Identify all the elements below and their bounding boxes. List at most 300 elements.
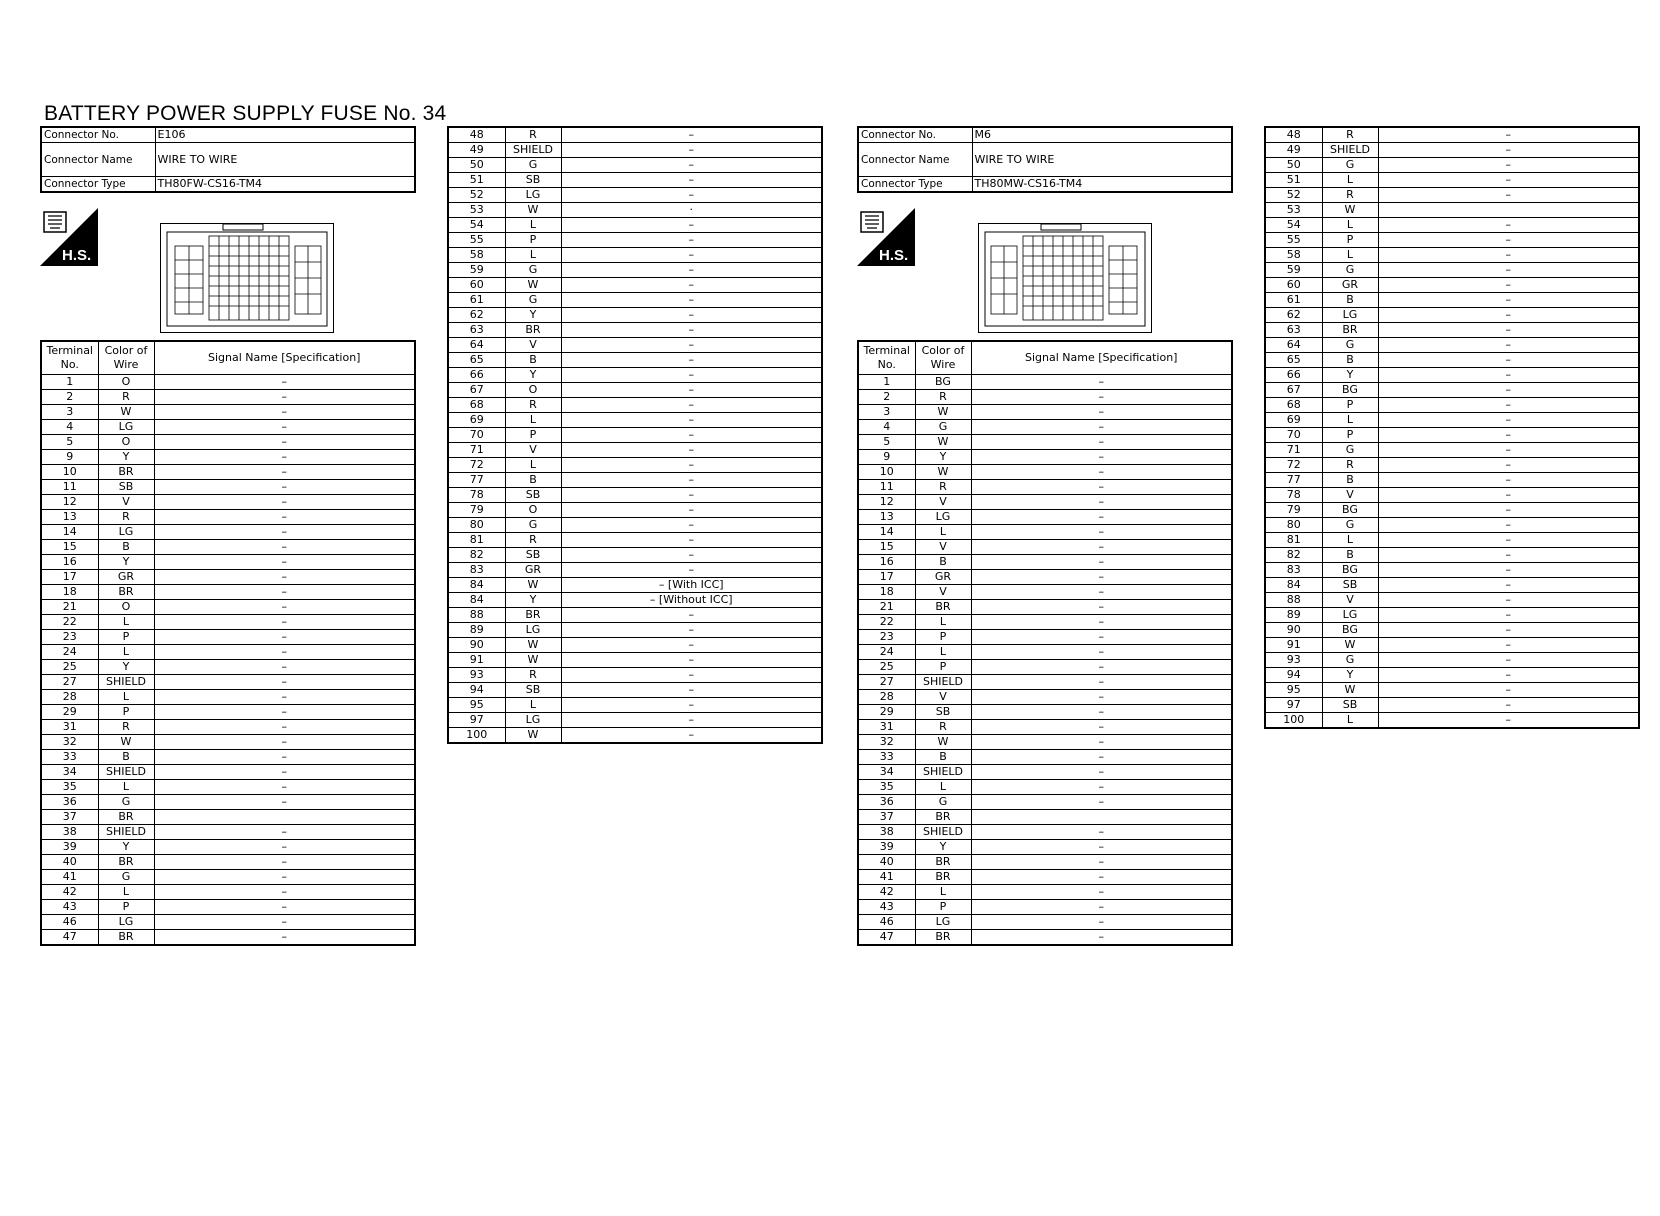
signal-name-cell: – [971,855,1232,870]
terminal-no-cell: 79 [448,503,505,518]
table-row [41,540,415,555]
table-row [41,405,415,420]
signal-name-cell: – [971,885,1232,900]
wire-color-cell: L [505,458,561,473]
terminal-no-cell: 42 [41,885,98,900]
terminal-no-cell: 38 [41,825,98,840]
table-row [448,683,822,698]
signal-name-cell: – [561,308,822,323]
terminal-no-cell: 91 [1265,638,1322,653]
signal-name-cell: – [154,585,415,600]
table-row [1265,488,1639,503]
table-row [858,465,1232,480]
table-row [448,338,822,353]
connector-name-label: Connector Name [858,143,972,177]
table-row [1265,383,1639,398]
wire-color-cell: R [505,668,561,683]
signal-name-cell: – [971,735,1232,750]
signal-name-cell: – [1378,548,1639,563]
terminal-no-cell: 48 [448,127,505,143]
table-row [858,840,1232,855]
wire-color-cell: L [915,780,971,795]
terminal-no-cell: 10 [858,465,915,480]
signal-name-cell: – [1378,563,1639,578]
table-row [41,645,415,660]
terminal-no-cell: 72 [448,458,505,473]
terminal-no-cell: 67 [448,383,505,398]
table-row [1265,173,1639,188]
terminal-no-cell: 4 [41,420,98,435]
terminal-no-cell: 60 [1265,278,1322,293]
color-of-wire-header: Color of Wire [98,341,154,375]
table-row [448,188,822,203]
wire-color-cell: R [98,390,154,405]
table-row [41,510,415,525]
table-row [41,495,415,510]
signal-name-cell: – [561,233,822,248]
terminal-no-cell: 43 [858,900,915,915]
terminal-no-cell: 46 [41,915,98,930]
terminal-no-cell: 81 [1265,533,1322,548]
terminal-no-cell: 93 [448,668,505,683]
terminal-no-cell: 49 [448,143,505,158]
connector-name-value: WIRE TO WIRE [155,143,415,177]
wire-color-cell: SB [98,480,154,495]
terminal-no-cell: 9 [41,450,98,465]
signal-name-cell: – [561,398,822,413]
terminal-no-cell: 27 [858,675,915,690]
signal-name-cell: – [154,675,415,690]
table-row [448,458,822,473]
signal-name-cell: – [1378,308,1639,323]
terminal-no-cell: 36 [858,795,915,810]
terminal-no-cell: 46 [858,915,915,930]
table-row [1265,338,1639,353]
terminal-no-cell: 80 [448,518,505,533]
terminal-no-cell: 94 [1265,668,1322,683]
signal-name-cell: – [1378,713,1639,729]
signal-name-cell [154,810,415,825]
signal-name-cell: – [971,705,1232,720]
wire-color-cell: SHIELD [98,765,154,780]
signal-name-cell: – [971,435,1232,450]
connector-type-label: Connector Type [41,177,155,193]
signal-name-cell: – [1378,518,1639,533]
terminal-no-cell: 83 [448,563,505,578]
table-row [1265,458,1639,473]
table-row [41,465,415,480]
signal-name-cell [1378,203,1639,218]
table-row [858,450,1232,465]
signal-name-cell: – [971,930,1232,946]
wire-color-cell: SB [505,548,561,563]
hs-badge-label: H.S. [879,247,909,264]
terminal-no-cell: 23 [858,630,915,645]
connector-no-label: Connector No. [41,127,155,143]
table-row [1265,278,1639,293]
terminal-no-cell: 10 [41,465,98,480]
table-row [858,675,1232,690]
terminal-no-cell: 69 [448,413,505,428]
signal-name-cell: – [971,480,1232,495]
wire-color-cell: P [1322,233,1378,248]
wire-color-cell: B [98,750,154,765]
signal-name-cell: – [154,795,415,810]
terminal-no-cell: 31 [41,720,98,735]
connector-no-value: M6 [972,127,1232,143]
wire-color-cell: W [915,735,971,750]
wire-color-cell: W [1322,683,1378,698]
signal-name-cell: – [154,600,415,615]
wire-color-cell: W [1322,203,1378,218]
table-row [1265,413,1639,428]
wire-color-cell: G [98,870,154,885]
hs-badge-label: H.S. [62,247,92,264]
signal-name-cell: – [971,795,1232,810]
harness-side-icon [857,208,915,266]
wire-color-cell: SHIELD [915,765,971,780]
table-row [858,885,1232,900]
wire-color-cell: B [505,353,561,368]
table-row [1265,188,1639,203]
table-row [41,555,415,570]
terminal-no-cell: 52 [1265,188,1322,203]
table-row [41,375,415,390]
terminal-no-cell: 3 [858,405,915,420]
signal-name-cell: – [154,570,415,585]
table-row [448,668,822,683]
table-row [858,630,1232,645]
terminal-no-cell: 64 [448,338,505,353]
wire-color-cell: Y [915,840,971,855]
terminal-no-cell: 43 [41,900,98,915]
table-row [448,533,822,548]
wire-color-cell: BR [98,855,154,870]
signal-name-cell: – [1378,127,1639,143]
wire-color-cell: L [505,248,561,263]
table-row [41,675,415,690]
wire-color-cell: W [505,728,561,744]
terminal-no-cell: 62 [448,308,505,323]
terminal-no-cell: 90 [448,638,505,653]
table-row [1265,398,1639,413]
connector-name-label: Connector Name [41,143,155,177]
wire-color-cell: GR [98,570,154,585]
signal-name-cell: – [561,443,822,458]
table-row [858,525,1232,540]
terminal-no-cell: 32 [41,735,98,750]
table-row [858,750,1232,765]
wire-color-cell: SB [505,173,561,188]
wire-color-cell: LG [1322,608,1378,623]
table-row [41,390,415,405]
terminal-no-cell: 53 [1265,203,1322,218]
terminal-no-cell: 65 [1265,353,1322,368]
terminal-no-cell: 37 [858,810,915,825]
signal-name-cell: · [561,203,822,218]
signal-name-cell: – [971,420,1232,435]
signal-name-cell: – [561,623,822,638]
wire-color-cell: SB [1322,698,1378,713]
table-row [1265,548,1639,563]
signal-name-cell: – [154,690,415,705]
wire-color-cell: Y [915,450,971,465]
signal-name-cell: – [154,450,415,465]
signal-name-cell: – [154,870,415,885]
wire-color-cell: BG [1322,563,1378,578]
harness-side-icon [40,208,98,266]
wire-color-cell: Y [1322,368,1378,383]
table-row [448,488,822,503]
signal-name-cell: – [1378,323,1639,338]
signal-name-cell: – [154,630,415,645]
connector-name-value: WIRE TO WIRE [972,143,1232,177]
table-row [1265,127,1639,143]
wire-color-cell: BR [915,930,971,946]
signal-name-cell: – [1378,218,1639,233]
terminal-no-cell: 38 [858,825,915,840]
table-row [1265,563,1639,578]
signal-name-cell: – [1378,188,1639,203]
wire-color-cell: L [1322,218,1378,233]
wire-color-cell: V [915,585,971,600]
wire-color-cell: G [1322,263,1378,278]
signal-name-header: Signal Name [Specification] [154,341,415,375]
signal-name-cell: – [154,405,415,420]
terminal-no-cell: 2 [858,390,915,405]
terminal-no-cell: 51 [448,173,505,188]
terminal-no-cell: 33 [41,750,98,765]
table-row [1265,503,1639,518]
table-row [1265,248,1639,263]
signal-name-cell: – [971,765,1232,780]
table-row [41,900,415,915]
table-row [858,915,1232,930]
table-row [41,855,415,870]
terminal-no-cell: 63 [1265,323,1322,338]
terminal-no-cell: 83 [1265,563,1322,578]
table-row [1265,638,1639,653]
signal-name-cell: – [1378,668,1639,683]
connector-m6-pin-table-1 [857,340,1233,946]
signal-name-cell: – [154,705,415,720]
wire-color-cell: GR [1322,278,1378,293]
signal-name-cell: – [561,188,822,203]
signal-name-cell: – [1378,533,1639,548]
wire-color-cell: L [505,698,561,713]
wire-color-cell: R [505,398,561,413]
terminal-no-cell: 47 [858,930,915,946]
wire-color-cell: V [505,338,561,353]
terminal-no-cell: 81 [448,533,505,548]
wire-color-cell: G [98,795,154,810]
wire-color-cell: P [915,900,971,915]
table-row [858,720,1232,735]
wire-color-cell: LG [98,525,154,540]
wire-color-cell: R [505,533,561,548]
table-row [1265,608,1639,623]
wire-color-cell: SB [915,705,971,720]
table-row [858,585,1232,600]
terminal-no-cell: 50 [448,158,505,173]
signal-name-cell: – [Without ICC] [561,593,822,608]
table-row [1265,233,1639,248]
terminal-no-cell: 29 [41,705,98,720]
table-row [858,810,1232,825]
signal-name-cell: – [1378,143,1639,158]
wire-color-cell: G [505,263,561,278]
signal-name-cell: – [1378,338,1639,353]
terminal-no-cell: 84 [448,593,505,608]
terminal-no-cell: 16 [858,555,915,570]
table-row [858,555,1232,570]
wire-color-cell: W [98,735,154,750]
table-row [858,735,1232,750]
wire-color-cell: BR [915,600,971,615]
terminal-no-cell: 12 [41,495,98,510]
wire-color-cell: L [915,525,971,540]
wire-color-cell: SHIELD [915,675,971,690]
connector-no-label: Connector No. [858,127,972,143]
table-row [1265,668,1639,683]
terminal-no-cell: 47 [41,930,98,946]
signal-name-cell: – [971,630,1232,645]
terminal-no-cell: 69 [1265,413,1322,428]
terminal-no-cell: 5 [858,435,915,450]
table-row [41,930,415,946]
wire-color-cell: G [1322,158,1378,173]
wire-color-cell: B [915,555,971,570]
wire-color-cell: G [915,795,971,810]
wire-color-cell: L [915,885,971,900]
wire-color-cell: P [915,630,971,645]
terminal-no-cell: 27 [41,675,98,690]
signal-name-cell: – [154,645,415,660]
signal-name-cell: – [154,915,415,930]
terminal-no-cell: 12 [858,495,915,510]
wire-color-cell: O [505,503,561,518]
terminal-no-cell: 77 [1265,473,1322,488]
table-row [448,368,822,383]
terminal-no-cell: 15 [858,540,915,555]
terminal-no-cell: 53 [448,203,505,218]
terminal-no-cell: 31 [858,720,915,735]
terminal-no-cell: 17 [858,570,915,585]
wire-color-cell: P [98,705,154,720]
signal-name-cell: – [154,735,415,750]
wire-color-cell: L [915,615,971,630]
signal-name-cell: – [561,143,822,158]
signal-name-cell: – [971,390,1232,405]
wire-color-cell: G [505,158,561,173]
wire-color-cell: V [915,540,971,555]
signal-name-cell: – [1378,353,1639,368]
wire-color-cell: G [915,420,971,435]
wire-color-cell: Y [98,660,154,675]
signal-name-cell: – [With ICC] [561,578,822,593]
terminal-no-cell: 23 [41,630,98,645]
wire-color-cell: BR [505,323,561,338]
signal-name-cell: – [1378,233,1639,248]
terminal-no-cell: 100 [1265,713,1322,729]
signal-name-cell: – [971,645,1232,660]
table-row [1265,473,1639,488]
terminal-no-header: Terminal No. [41,341,98,375]
table-row [41,570,415,585]
table-row [448,143,822,158]
terminal-no-cell: 39 [41,840,98,855]
signal-name-cell: – [561,698,822,713]
wire-color-cell: Y [98,450,154,465]
terminal-no-cell: 80 [1265,518,1322,533]
wire-color-cell: B [505,473,561,488]
table-row [448,218,822,233]
wire-color-cell: R [98,720,154,735]
signal-name-cell: – [971,465,1232,480]
terminal-no-cell: 61 [448,293,505,308]
wire-color-cell: W [505,638,561,653]
terminal-no-cell: 3 [41,405,98,420]
terminal-no-cell: 62 [1265,308,1322,323]
table-row [448,653,822,668]
wire-color-cell: BG [1322,383,1378,398]
table-row [448,698,822,713]
terminal-no-cell: 9 [858,450,915,465]
terminal-no-cell: 95 [1265,683,1322,698]
terminal-no-cell: 78 [448,488,505,503]
table-row [858,690,1232,705]
terminal-no-cell: 72 [1265,458,1322,473]
signal-name-cell: – [561,608,822,623]
wire-color-cell: P [1322,428,1378,443]
terminal-no-cell: 61 [1265,293,1322,308]
wire-color-cell: LG [98,915,154,930]
signal-name-cell: – [154,555,415,570]
table-row [448,473,822,488]
wire-color-cell: BR [505,608,561,623]
terminal-no-cell: 88 [1265,593,1322,608]
table-row [448,127,822,143]
wire-color-cell: L [98,780,154,795]
table-row [448,323,822,338]
terminal-no-cell: 11 [858,480,915,495]
table-row [1265,683,1639,698]
terminal-no-cell: 37 [41,810,98,825]
table-row [858,795,1232,810]
terminal-no-cell: 88 [448,608,505,623]
wire-color-cell: LG [98,420,154,435]
terminal-no-cell: 18 [858,585,915,600]
signal-name-cell: – [561,413,822,428]
table-row [1265,158,1639,173]
terminal-no-cell: 17 [41,570,98,585]
signal-name-cell: – [1378,368,1639,383]
terminal-no-cell: 48 [1265,127,1322,143]
wire-color-cell: BR [98,930,154,946]
table-row [1265,143,1639,158]
wire-color-cell: V [505,443,561,458]
table-row [41,660,415,675]
terminal-no-cell: 90 [1265,623,1322,638]
signal-name-cell: – [561,368,822,383]
table-row [448,503,822,518]
wire-color-cell: B [1322,548,1378,563]
terminal-no-cell: 50 [1265,158,1322,173]
signal-name-cell [971,810,1232,825]
terminal-no-cell: 84 [448,578,505,593]
terminal-no-cell: 13 [858,510,915,525]
signal-name-cell: – [154,420,415,435]
